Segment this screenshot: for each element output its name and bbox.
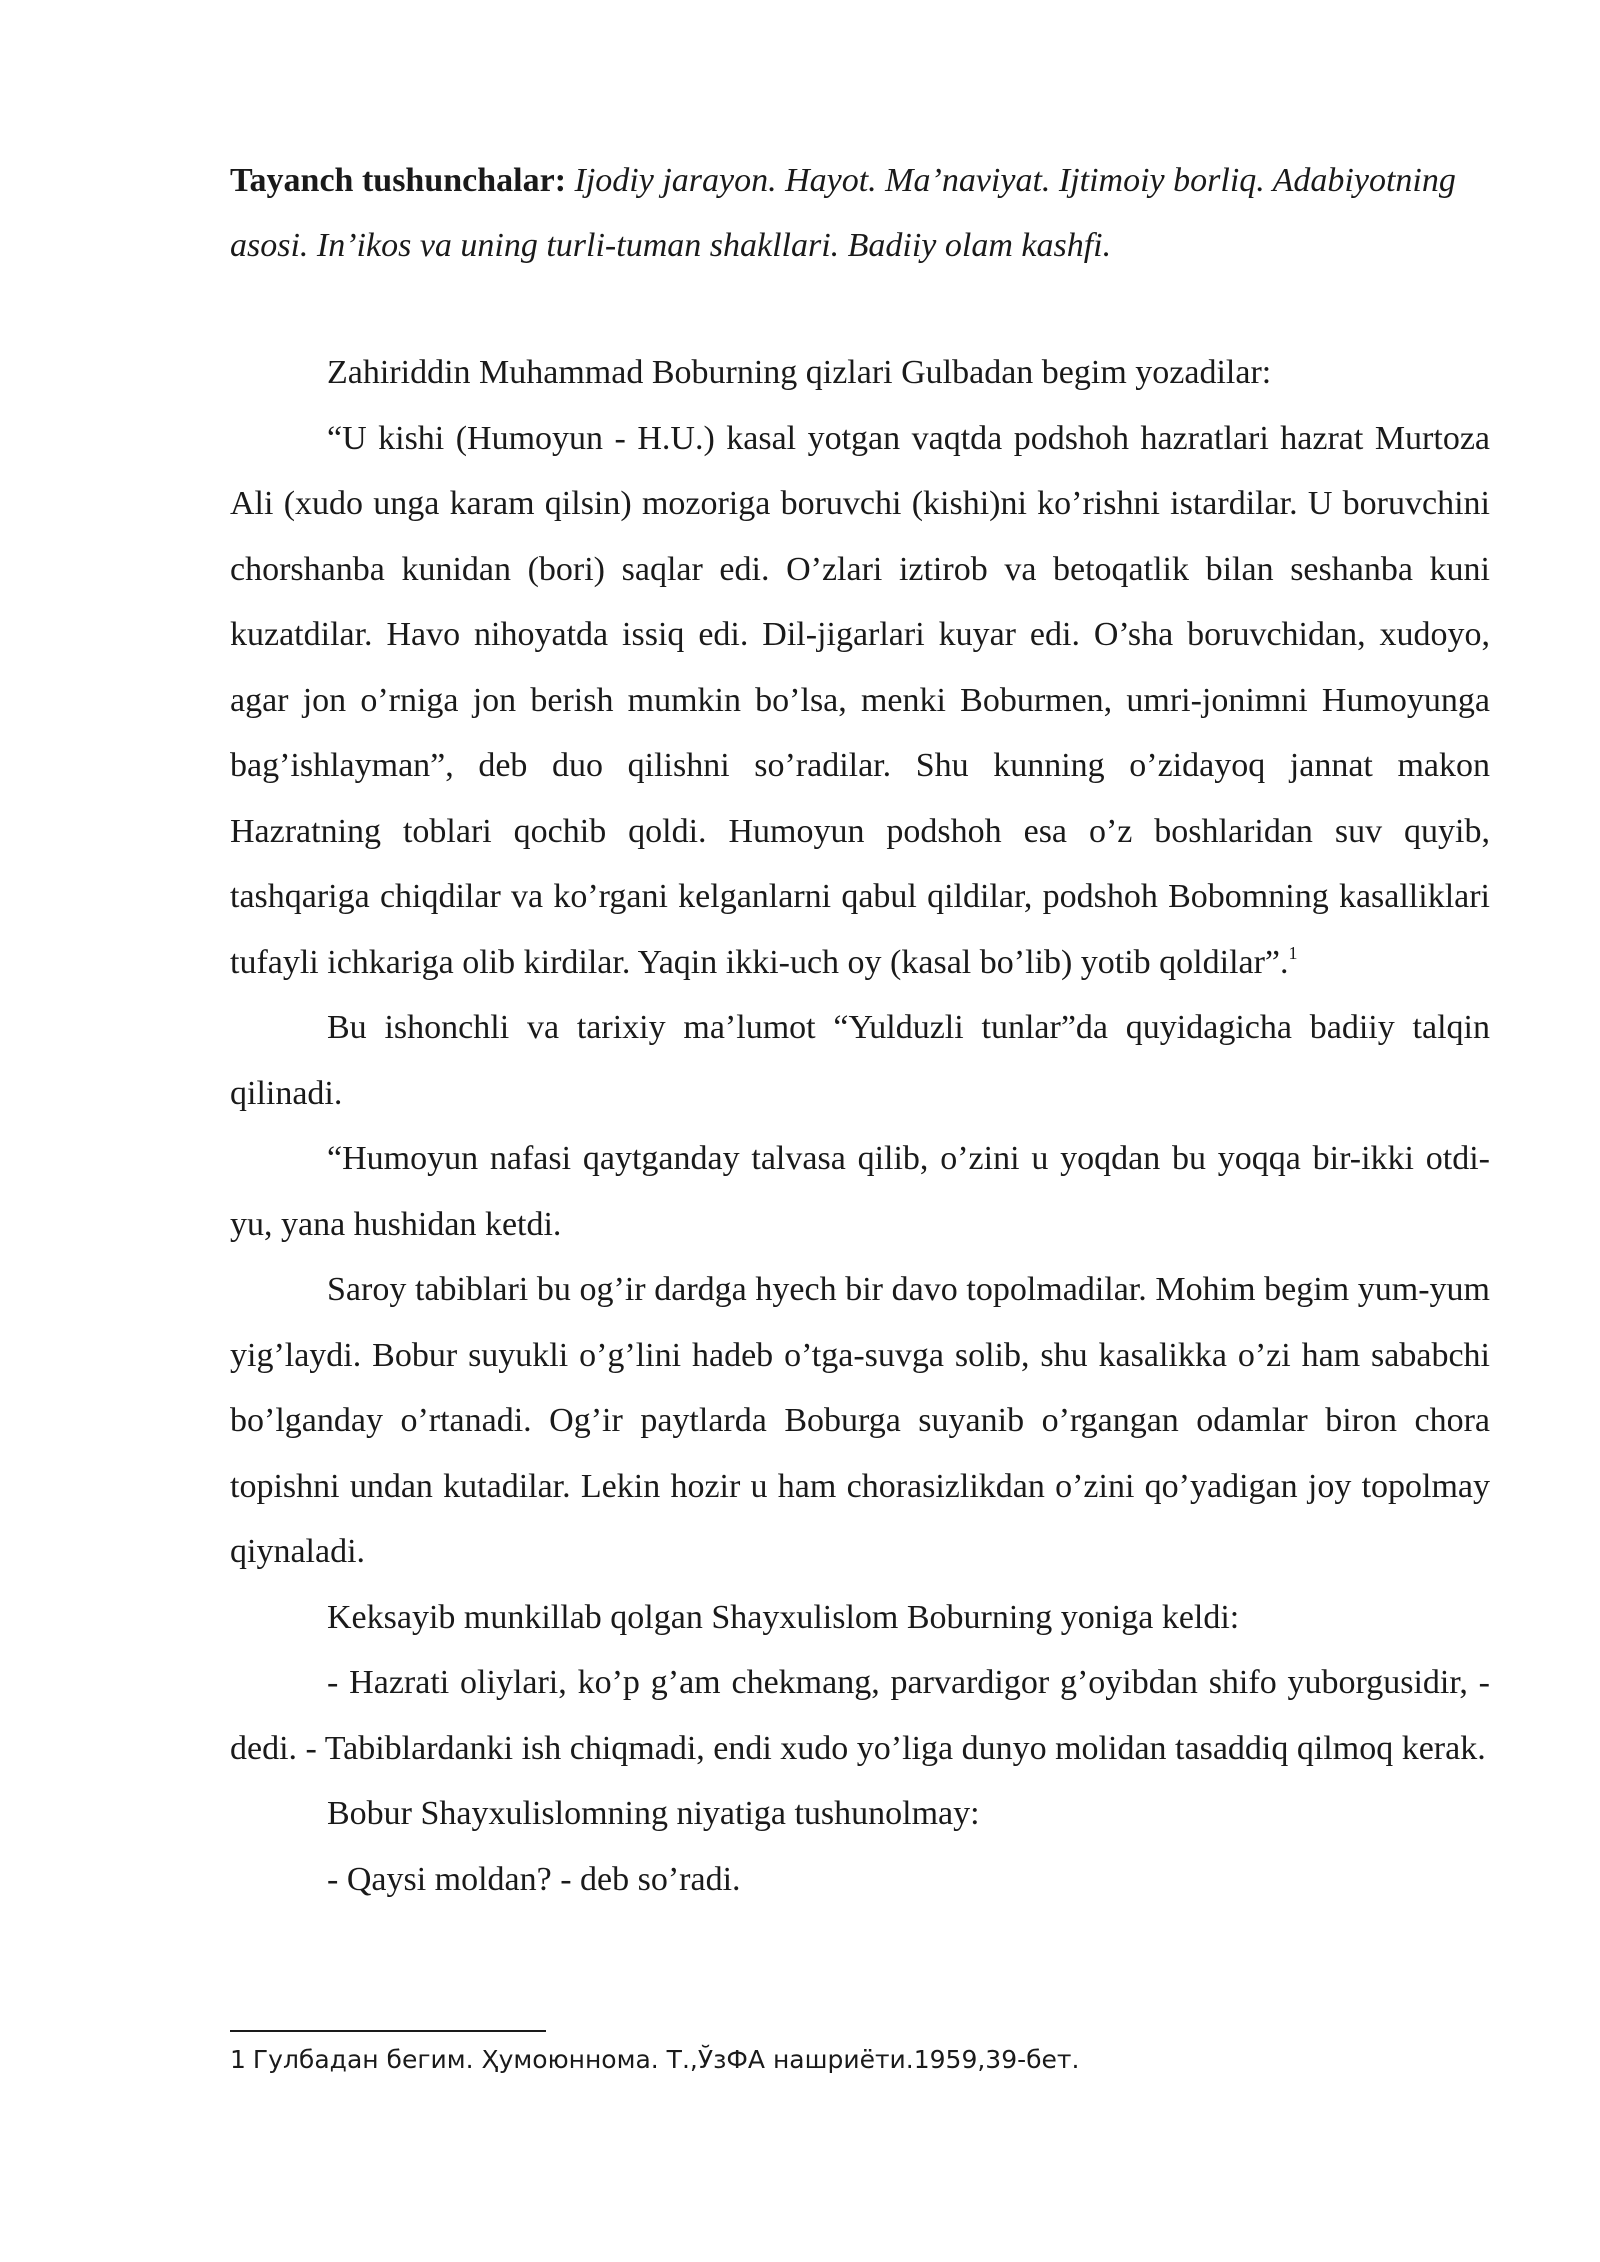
paragraph-intro: Zahiriddin Muhammad Boburning qizlari Gulbadan begim yozadilar:: [327, 354, 1272, 391]
paragraph-shaykh-speech: - Hazrati oliylari, ko’p g’am chekmang, parvardigor g’oyibdan shifo yuborgusidir, - dedi. - Tabiblardanki ish chiqmadi, endi xudo yo’liga dunyo molidan tasaddiq qilmoq kerak.: [230, 1664, 1490, 1767]
footnote-separator: [230, 2030, 546, 2032]
key-concepts: [230, 148, 1490, 278]
key-concepts-text: Ijodiy jarayon. Hayot. Ma’naviyat. Ijtimoiy borliq. Adabiyotning asosi. In’ikos va uning turli-tuman shakllari. Badiiy olam kashfi.: [230, 162, 1456, 264]
paragraph-quote-gulbadan-text: “U kishi (Humoyun - H.U.) kasal yotgan vaqtda podshoh hazratlari hazrat Murtoza Ali (xudo unga karam qilsin) mozoriga boruvchi (kishi)ni ko’rishni istardilar. U boruvchini chorshanba kunidan (bori) saqlar edi. O’zlari iztirob va betoqatlik bilan seshanba kuni kuzatdilar. Havo nihoyatda issiq edi. Dil-jigarlari kuyar edi. O’sha boruvchidan, xudoyo, agar jon o’rniga jon berish mumkin bo’lsa, menki Boburmen, umri-jonimni Humoyunga bag’ishlayman”, deb duo qilishni so’radilar. Shu kunning o’zidayoq jannat makon Hazratning toblari qochib qoldi. Humoyun podshoh esa o’z boshlaridan suv quyib, tashqariga chiqdilar va ko’rgani kelganlarni qabul qildilar, podshoh Bobomning kasalliklari tufayli ichkariga olib kirdilar. Yaqin ikki-uch oy (kasal bo’lib) yotib qoldilar”.: [230, 419, 1490, 981]
paragraph-bobur-confused: Bobur Shayxulislomning niyatiga tushunolmay:: [327, 1795, 980, 1832]
paragraph-quote-gulbadan: [230, 406, 1490, 996]
footnote-reference: 1: [1288, 942, 1298, 963]
paragraph-bobur-question: - Qaysi moldan? - deb so’radi.: [327, 1860, 741, 1898]
key-concepts-label: Tayanch tushunchalar:: [230, 162, 567, 199]
paragraph-physicians: Saroy tabiblari bu og’ir dardga hyech bir davo topolmadilar. Mohim begim yum-yum yig’laydi. Bobur suyukli o’g’lini hadeb o’tga-suvga solib, shu kasalikka o’zi ham sababchi bo’lganday o’rtanadi. Og’ir paytlarda Boburga suyanib o’rgangan odamlar biron chora topishni undan kutadilar. Lekin hozir u ham chorasizlikdan o’zini qo’yadigan joy topolmay qiynaladi.: [230, 1271, 1490, 1570]
footnote: [230, 2042, 1079, 2078]
document-page: [230, 148, 1490, 1912]
paragraph-humoyun: “Humoyun nafasi qaytganday talvasa qilib, o’zini u yoqdan bu yoqqa bir-ikki otdi-yu, yana hushidan ketdi.: [230, 1140, 1490, 1243]
paragraph-interpretation: Bu ishonchli va tarixiy ma’lumot “Yulduzli tunlar”da quyidagicha badiiy talqin qilinadi.: [230, 1009, 1490, 1112]
footnote-number: 1: [230, 2045, 246, 2074]
paragraph-shaykh-arrives: Keksayib munkillab qolgan Shayxulislom Boburning yoniga keldi:: [327, 1598, 1240, 1636]
footnote-text: Гулбадан бегим. Ҳумоюннома. Т.,ЎзФА нашриёти.1959,39-бет.: [252, 2045, 1080, 2074]
